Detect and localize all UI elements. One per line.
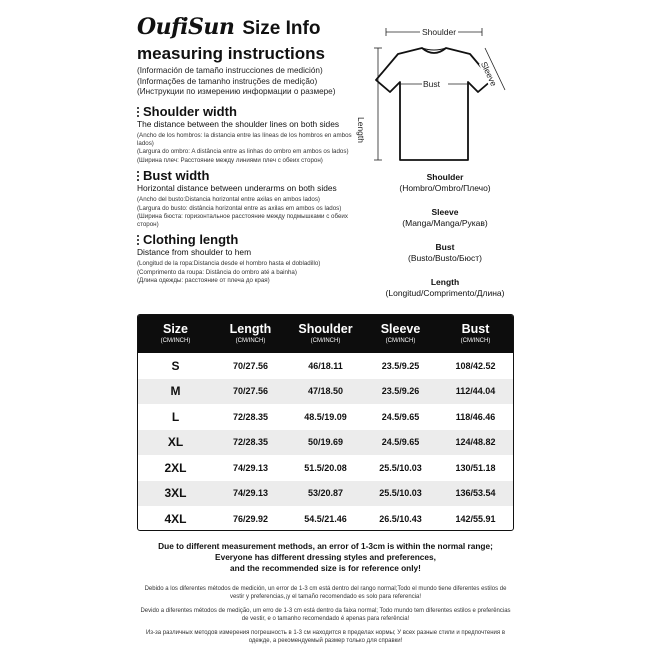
measurement-cell: 74/29.13 (232, 462, 269, 473)
column-header-bust: Bust (CM/INCH) (460, 322, 491, 344)
definition-translation: (Longitud de la ropa:Distancia desde el hombro hasta el dobladillo) (137, 260, 321, 267)
bullet-icon (137, 171, 141, 181)
definition-bust (137, 168, 357, 228)
legend-sub: (Longitud/Comprimento/Длина) (385, 288, 505, 298)
size-cell: XL (167, 435, 184, 450)
column-header-sleeve: Sleeve (CM/INCH) (380, 322, 421, 344)
definition-translation: (Ширина плеч: Расстояние между линиями плеч с обеих сторон) (137, 156, 323, 164)
bullet-icon (137, 235, 141, 245)
legend-sub: (Busto/Busto/Бюст) (408, 253, 482, 263)
measurement-definitions (137, 104, 357, 289)
definition-translation: (Ancho del busto:Distancia horizontal entre axilas en ambos lados) (137, 196, 320, 203)
measurement-cell: 54.5/21.46 (304, 513, 347, 524)
notice-line: Everyone has different dressing styles and preferences, (215, 552, 436, 562)
bullet-icon (137, 107, 141, 117)
definition-title: Clothing length (143, 232, 239, 247)
legend-item-sleeve (370, 207, 520, 228)
measurement-cell: 76/29.92 (232, 513, 269, 524)
measurement-cell: 118/46.46 (455, 411, 496, 422)
diagram-label-length: Length (356, 117, 366, 143)
column-header-size: Size (CM/INCH) (160, 322, 191, 344)
notice-translation: Из-за различных методов измерения погрешность в 1-3 см находится в пределах нормы; У всех разные стили и предпочтения в одежде, а рекомендуемый размер только для справки! (145, 630, 505, 644)
diagram-label-sleeve: Sleeve (478, 60, 499, 88)
brand-logo: OufiSun (137, 14, 235, 40)
page-title: Size Info (242, 18, 321, 39)
legend-sub: (Hombro/Ombro/Плечо) (399, 183, 491, 193)
size-cell: 3XL (164, 486, 187, 501)
diagram-label-bust: Bust (423, 79, 441, 89)
measurement-cell: 130/51.18 (455, 462, 496, 473)
size-cell: L (171, 409, 180, 424)
definition-desc: Distance from shoulder to hem (137, 247, 252, 257)
size-table (137, 314, 514, 531)
definition-translation: (Largura do busto: distância horizontal entre as axilas em ambos os lados) (137, 204, 342, 212)
legend-item-shoulder (370, 172, 520, 193)
definition-translation: (Длина одежды: расстояние от плеча до края) (137, 277, 270, 284)
size-cell: S (171, 358, 180, 373)
definition-title: Shoulder width (143, 104, 237, 119)
measurement-cell: 136/53.54 (455, 488, 496, 499)
definition-translation: (Comprimento da roupa: Distância do ombro até a bainha) (137, 268, 297, 276)
definition-translation: (Ширина бюста: горизонтальное расстояние между подмышками с обеих сторон) (137, 213, 348, 228)
subtitle-translation: (Información de tamaño instrucciones de medición) (137, 66, 323, 75)
measurement-cell: 24.5/9.65 (381, 411, 420, 422)
legend-item-length (370, 277, 520, 298)
legend-sub: (Manga/Manga/Рукав) (402, 218, 488, 228)
table-row (138, 455, 513, 481)
measurement-cell: 46/18.11 (308, 360, 343, 371)
measurement-cell: 50/19.69 (307, 437, 344, 448)
table-body (138, 353, 513, 531)
definition-shoulder (137, 104, 357, 164)
measurement-cell: 23.5/9.25 (381, 360, 420, 371)
table-row (138, 430, 513, 456)
measurement-cell: 112/44.04 (455, 386, 496, 397)
measurement-cell: 25.5/10.03 (379, 488, 422, 499)
measurement-cell: 70/27.56 (232, 386, 269, 397)
measurement-cell: 70/27.56 (232, 360, 269, 371)
measurement-cell: 74/29.13 (232, 488, 269, 499)
subtitle-translation: (Informações de tamanho instruções de medição) (137, 76, 318, 86)
notice-translation: Devido a diferentes métodos de medição, um erro de 1-3 cm está dentro da faixa normal; Todo mundo tem diferentes estilos e preferências de vestir, e o tamanho recomendado é apenas para referência! (140, 608, 511, 622)
size-cell: 4XL (164, 511, 187, 526)
measurement-cell: 142/55.91 (455, 513, 496, 524)
table-row (138, 506, 513, 531)
legend-title: Sleeve (431, 207, 459, 217)
legend-item-bust (370, 242, 520, 263)
measurement-cell: 72/28.35 (232, 437, 269, 448)
tshirt-diagram (356, 18, 510, 168)
measurement-cell: 48.5/19.09 (304, 411, 347, 422)
definition-length (137, 232, 357, 285)
table-row (138, 481, 513, 507)
notice-translation: Debido a los diferentes métodos de medición, un error de 1-3 cm está dentro del rango normal;Todo el mundo tiene diferentes estilos de vestir y preferencias,¡y el tamaño recomendado es solo para referencia! (144, 586, 507, 600)
measurement-cell: 23.5/9.26 (381, 386, 420, 397)
measurement-cell: 47/18.50 (307, 386, 344, 397)
measurement-cell: 24.5/9.65 (381, 437, 420, 448)
definition-translation: (Ancho de los hombros: la distancia entre las líneas de los hombros en ambos lados) (137, 132, 352, 147)
size-cell: M (170, 384, 181, 399)
measurement-cell: 124/48.82 (455, 437, 496, 448)
table-row (138, 404, 513, 430)
measurement-cell: 51.5/20.08 (304, 462, 347, 473)
legend-title: Bust (435, 242, 455, 252)
column-header-shoulder: Shoulder (CM/INCH) (298, 322, 353, 344)
column-header-length: Length (CM/INCH) (229, 322, 272, 344)
definition-desc: Horizontal distance between underarms on both sides (137, 183, 337, 193)
legend-title: Length (430, 277, 460, 287)
size-cell: 2XL (164, 460, 187, 475)
table-row (138, 353, 513, 379)
measurement-cell: 108/42.52 (455, 360, 496, 371)
notice-line: Due to different measurement methods, an error of 1-3cm is within the normal range; (158, 541, 493, 551)
definition-translation: (Largura do ombro: A distância entre as linhas do ombro em ambos os lados) (137, 148, 349, 155)
table-row (138, 379, 513, 405)
tshirt-icon (370, 18, 510, 168)
table-header (138, 315, 513, 353)
measurement-cell: 25.5/10.03 (379, 462, 422, 473)
size-info-header (137, 14, 335, 98)
size-notice (137, 541, 514, 650)
definition-title: Bust width (143, 168, 210, 183)
measurement-cell: 72/28.35 (232, 411, 269, 422)
notice-line: and the recommended size is for reference only! (230, 563, 421, 573)
measurement-cell: 53/20.87 (307, 488, 344, 499)
measurement-cell: 26.5/10.43 (379, 513, 422, 524)
diagram-label-shoulder: Shoulder (422, 27, 457, 37)
measurement-legend (370, 172, 520, 312)
page-subtitle: measuring instructions (137, 44, 325, 63)
subtitle-translation: (Инструкции по измерению информации о размере) (137, 87, 336, 96)
legend-title: Shoulder (426, 172, 464, 182)
definition-desc: The distance between the shoulder lines on both sides (137, 119, 340, 129)
